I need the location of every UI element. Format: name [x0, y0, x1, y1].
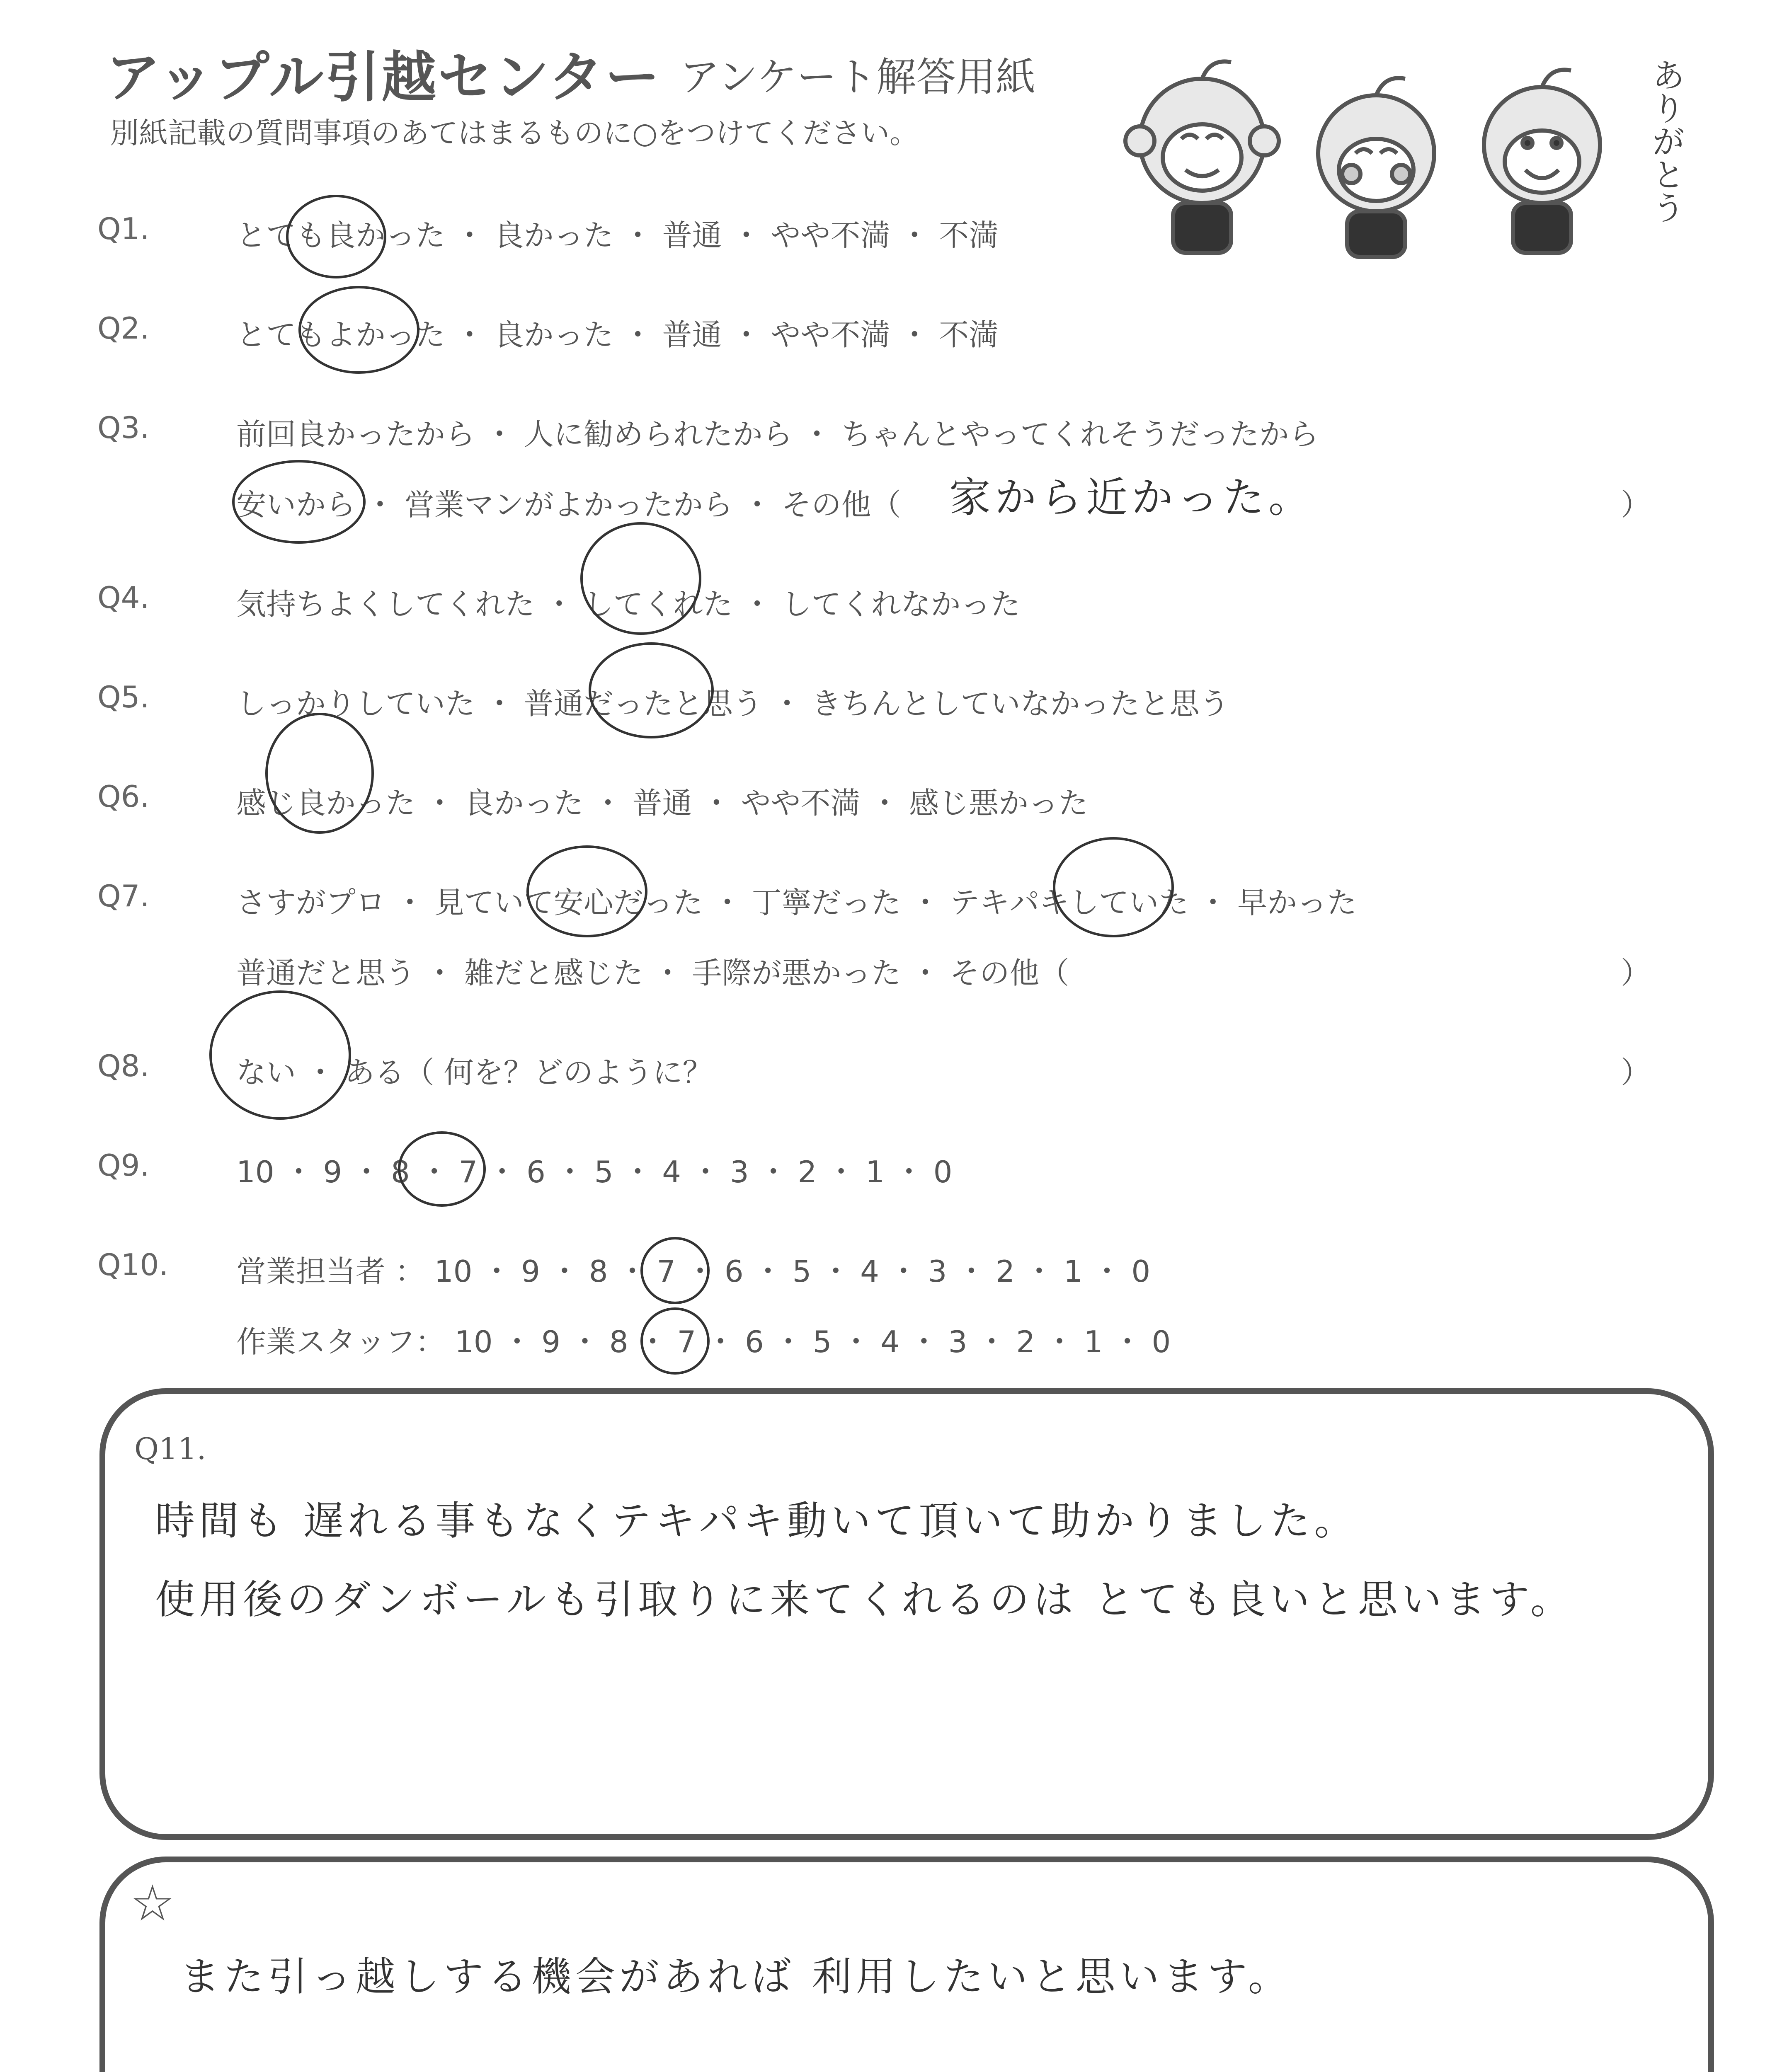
additional-comment-box — [99, 1857, 1714, 2072]
q10-label: Q10. — [97, 1247, 169, 1282]
q3-options: 前回良かったから ・ 人に勧められたから ・ ちゃんとやってくれそうだったから — [236, 417, 1319, 452]
q6-answer-circle — [265, 713, 374, 834]
q2-answer-circle — [298, 286, 419, 374]
q5-answer-circle — [589, 642, 714, 738]
q3-close-paren: ） — [1621, 487, 1651, 522]
q9-options: 10 ・ 9 ・ 8 ・ 7 ・ 6 ・ 5 ・ 4 ・ 3 ・ 2 ・ 1 ・ 0 — [236, 1155, 953, 1189]
form-instructions: 別紙記載の質問事項のあてはまるものに○をつけてください。 — [110, 116, 919, 150]
q8-label: Q8. — [97, 1048, 150, 1083]
q4-label: Q4. — [97, 580, 150, 615]
q1-answer-circle — [286, 195, 386, 278]
q6-label: Q6. — [97, 779, 150, 814]
q9-label: Q9. — [97, 1148, 150, 1183]
q3-other-answer: 家から近かった。 — [949, 473, 1314, 522]
q7-close-paren: ） — [1621, 956, 1651, 990]
q7-label: Q7. — [97, 879, 150, 913]
q3-options-line2: 安いから ・ 営業マンがよかったから ・ その他（ — [236, 487, 901, 522]
q8-close-paren: ） — [1621, 1055, 1651, 1090]
star-box-line-1: また引っ越しする機会があれば 利用したいと思います。 — [180, 1953, 1292, 2000]
q1-label: Q1. — [97, 211, 150, 246]
q10-sales-answer-circle — [640, 1237, 710, 1304]
q5-options: しっかりしていた ・ 普通だったと思う ・ きちんとしていなかったと思う — [236, 686, 1229, 721]
q5-label: Q5. — [97, 680, 150, 714]
form-title: アップル引越センター — [106, 46, 662, 109]
q7-answer-circle-1 — [526, 845, 647, 937]
q7-answer-circle-2 — [1053, 837, 1174, 937]
q9-answer-circle — [398, 1131, 486, 1207]
star-icon: ☆ — [130, 1875, 175, 1932]
q10-sales-options: 営業担当者 ： 10 ・ 9 ・ 8 ・ 7 ・ 6 ・ 5 ・ 4 ・ 3 ・ 2 ・ 1 ・ 0 — [236, 1254, 1151, 1289]
q4-answer-circle — [580, 522, 701, 635]
q10-staff-options: 作業スタッフ： 10 ・ 9 ・ 8 ・ 7 ・ 6 ・ 5 ・ 4 ・ 3 ・ 2 ・ 1 ・ 0 — [236, 1324, 1171, 1359]
q7-options: さすがプロ ・ 見ていて安心だった ・ 丁寧だった ・ テキパキしていた ・ 早かった — [236, 885, 1357, 920]
q11-label: Q11. — [134, 1431, 206, 1466]
form-subtitle: アンケート解答用紙 — [680, 54, 1036, 100]
q2-label: Q2. — [97, 311, 150, 346]
q3-label: Q3. — [97, 410, 150, 445]
q3-answer-circle — [232, 460, 366, 544]
monkey-icon — [1119, 50, 1700, 265]
q11-comment-box — [99, 1388, 1714, 1840]
q8-options: ない ・ ある（ 何を？どのように？ — [236, 1055, 713, 1090]
q6-options: 感じ良かった ・ 良かった ・ 普通 ・ やや不満 ・ 感じ悪かった — [236, 786, 1089, 821]
q8-answer-circle — [209, 990, 351, 1120]
monkey-mascots-illustration — [1119, 50, 1700, 265]
q4-options: 気持ちよくしてくれた ・ してくれた ・ してくれなかった — [236, 587, 1021, 622]
thanks-text: ありがとう — [1646, 58, 1685, 224]
q7-options-line2: 普通だと思う ・ 雑だと感じた ・ 手際が悪かった ・ その他（ — [236, 956, 1069, 990]
q11-line-1: 時間も 遅れる事もなくテキパキ動いて頂いて助かりました。 — [155, 1498, 1358, 1544]
q10-staff-answer-circle — [640, 1307, 710, 1375]
q1-options: とても良かった ・ 良かった ・ 普通 ・ やや不満 ・ 不満 — [236, 218, 999, 253]
q11-line-2: 使用後のダンボールも引取りに来てくれるのは とても良いと思います。 — [155, 1576, 1574, 1623]
q2-options: とてもよかった ・ 良かった ・ 普通 ・ やや不満 ・ 不満 — [236, 317, 999, 352]
